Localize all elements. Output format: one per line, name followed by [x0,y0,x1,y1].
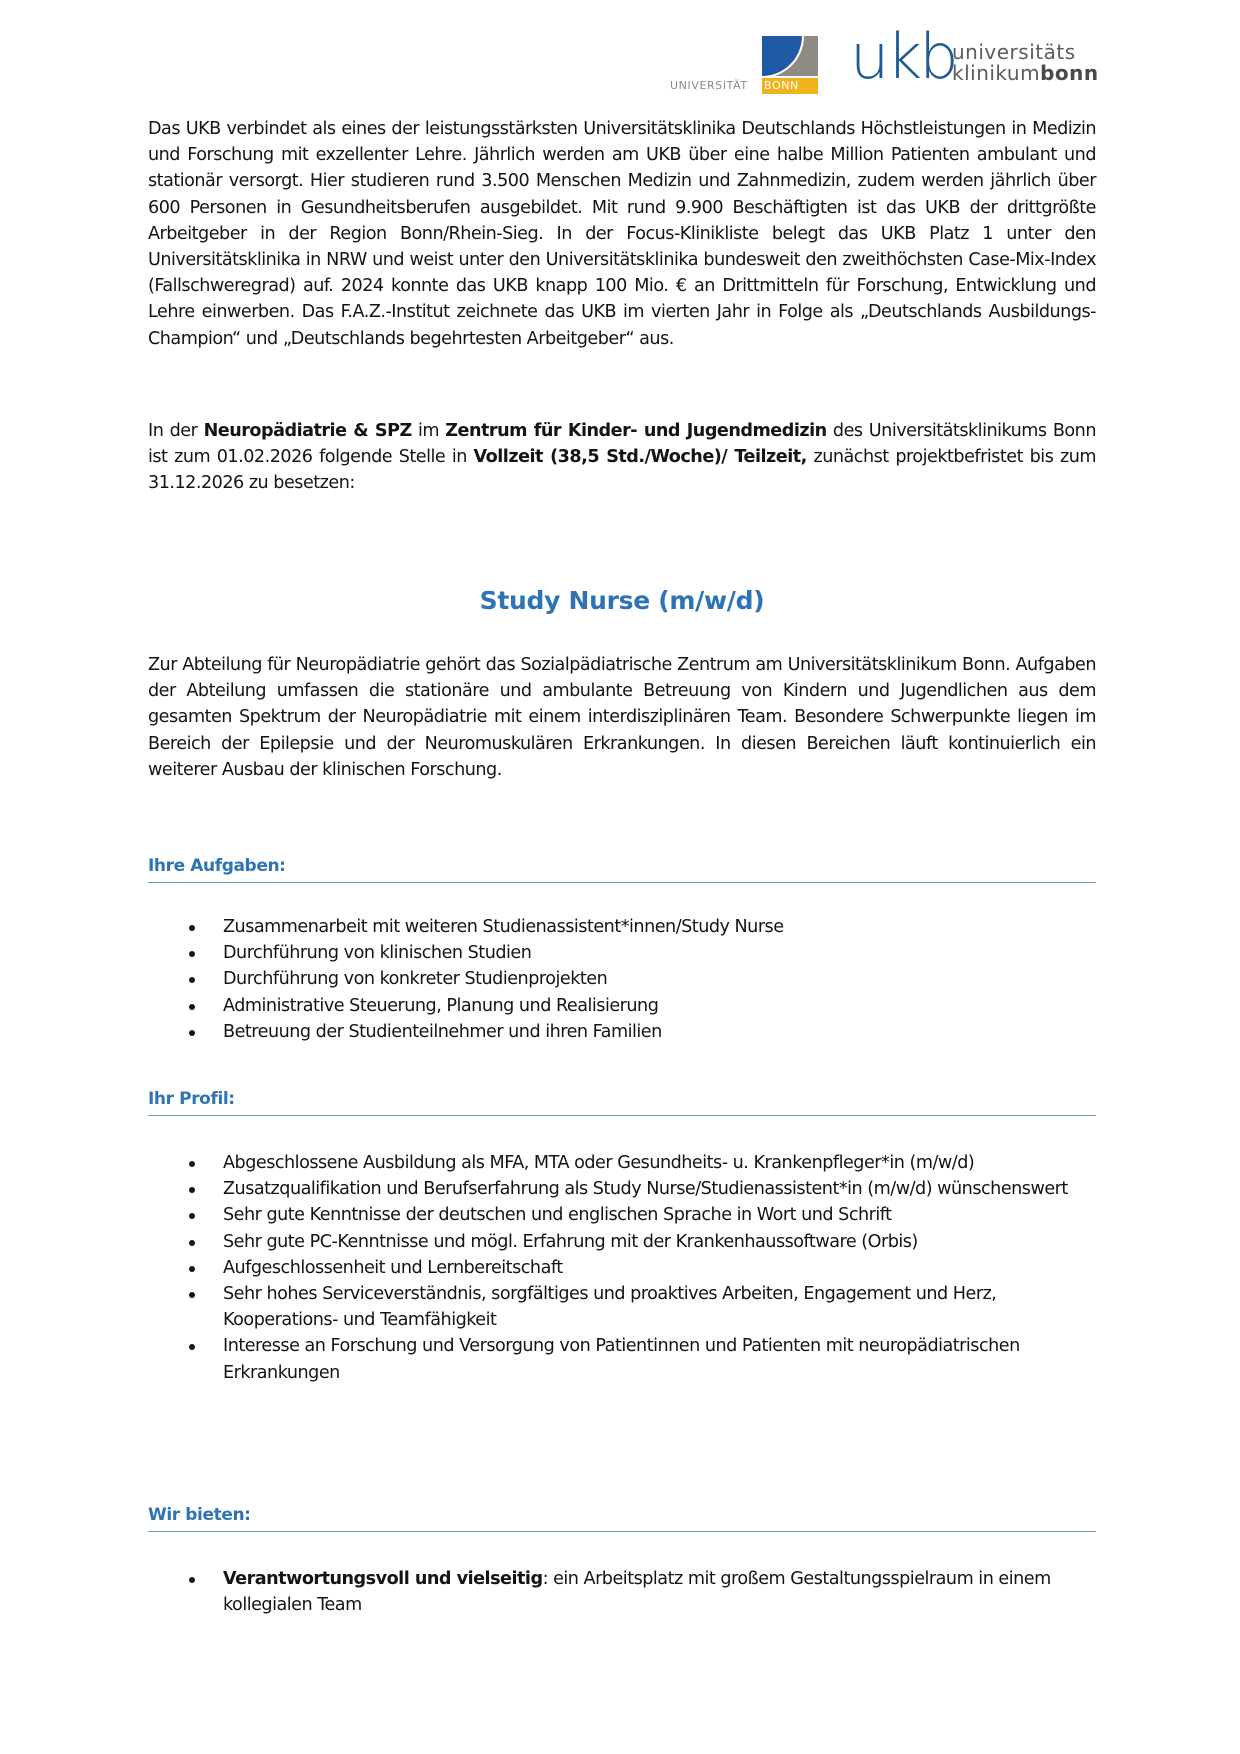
list-item [148,1150,1096,1176]
list-item-text: Sehr gute Kenntnisse der deutschen und englischen Sprache in Wort und Schrift [223,1205,892,1226]
list-item [148,1255,1096,1281]
position-text: im [411,421,446,441]
position-text: des Universitätsklinikums Bonn ist zum 01.02.2026 folgende Stelle in [148,421,1096,468]
bullet-icon [189,1292,195,1298]
bullet-icon [189,1266,195,1272]
list-item-text: : ein Arbeitsplatz mit großem Gestaltungsspielraum in einem kollegialen Team [223,1569,1051,1616]
bullet-icon [189,1161,195,1167]
ukb-logo-line1: universitäts [952,40,1076,64]
ukb-logo [850,20,1100,96]
list-item-text: Betreuung der Studienteilnehmer und ihren Familien [223,1021,662,1042]
position-text: zunächst projektbefristet bis zum 31.12.2026 zu besetzen: [148,447,1097,494]
offer-list [148,1566,1096,1618]
bullet-icon [189,1344,195,1350]
university-logo-bonn: BONN [762,78,818,94]
section-heading-offer: Wir bieten: [148,1505,1096,1532]
intro-paragraph: Das UKB verbindet als eines der leistungsstärksten Universitätsklinika Deutschlands Höchstleistungen in Medizin und Forschung mit exzellenter Lehre. Jährlich werden am UKB über eine halbe Million Patienten ambulant und stationär versorgt. Hier studieren rund 3.500 Menschen Medizin und Zahnmedizin, zudem werden jährlich über 600 Personen in Gesundheitsberufen ausgebildet. Mit rund 9.900 Beschäftigten ist das UKB der drittgrößte Arbeitgeber in der Region Bonn/Rhein-Sieg. In der Focus-Klinikliste belegt das UKB Platz 1 unter den Universitätsklinika in NRW und weist unter den Universitätsklinika bundesweit den zweithöchsten Case-Mix-Index (Fallschweregrad) auf. 2024 konnte das UKB knapp 100 Mio. € an Drittmitteln für Forschung, Entwicklung und Lehre einwerben. Das F.A.Z.-Institut zeichnete das UKB im vierten Jahr in Folge als „Deutschlands Ausbildungs-Champion“ und „Deutschlands begehrtesten Arbeitgeber“ aus. [148,119,1096,349]
list-item [148,966,1096,992]
job-title: Study Nurse (m/w/d) [479,586,765,615]
list-item [148,940,1096,966]
bullet-icon [189,1187,195,1193]
list-item [148,1566,1096,1618]
list-item-text: Zusatzqualifikation und Berufserfahrung als Study Nurse/Studienassistent*in (m/w/d) wünschenswert [223,1179,1068,1200]
profile-list [148,1150,1096,1386]
section-heading-profile: Ihr Profil: [148,1089,1096,1116]
bullet-icon [189,1030,195,1036]
list-item-text: Durchführung von klinischen Studien [223,943,532,964]
bullet-icon [189,1577,195,1583]
header-logos [670,20,1100,96]
bullet-icon [189,1240,195,1246]
list-item-text: Aufgeschlossenheit und Lernbereitschaft [223,1257,563,1278]
list-item [148,993,1096,1019]
list-item [148,1202,1096,1228]
list-item [148,1333,1096,1385]
bullet-icon [189,951,195,957]
list-item-text: Sehr hohes Serviceverständnis, sorgfältiges und proaktives Arbeiten, Engagement und Herz, Kooperations- und Teamfähigkeit [223,1284,997,1331]
ukb-mark-icon: ukb [850,20,956,93]
ukb-logo-line2 [952,63,1099,84]
list-item [148,1176,1096,1202]
ukb-logo-line2-bold: bonn [1040,61,1099,85]
list-item-text: Interesse an Forschung und Versorgung von Patientinnen und Patienten mit neuropädiatrischen Erkrankungen [223,1336,1020,1383]
employment-type: Vollzeit (38,5 Std./Woche)/ Teilzeit, [473,447,807,468]
section-heading-tasks: Ihre Aufgaben: [148,856,1096,883]
bullet-icon [189,977,195,983]
list-item-text: Administrative Steuerung, Planung und Realisierung [223,995,659,1016]
bullet-icon [189,1213,195,1219]
center-name: Zentrum für Kinder- und Jugendmedizin [445,421,827,441]
bullet-icon [189,1004,195,1010]
list-item-text: Abgeschlossene Ausbildung als MFA, MTA oder Gesundheits- u. Krankenpfleger*in (m/w/d) [223,1153,975,1173]
list-item [148,1229,1096,1255]
ukb-logo-line2-regular: klinikum [952,61,1041,85]
list-item-text: Zusammenarbeit mit weiteren Studienassistent*innen/Study Nurse [223,917,784,937]
department-description: Zur Abteilung für Neuropädiatrie gehört das Sozialpädiatrische Zentrum am Universitätsklinikum Bonn. Aufgaben der Abteilung umfassen die stationäre und ambulante Betreuung von Kindern und Jugendlichen aus dem gesamten Spektrum der Neuropädiatrie mit einem interdisziplinären Team. Besondere Schwerpunkte liegen im Bereich der Epilepsie und der Neuromuskulären Erkrankungen. In diesen Bereichen läuft kontinuierlich ein weiterer Ausbau der klinischen Forschung. [148,655,1096,780]
universitaet-bonn-logo [670,36,820,96]
position-text: In der [148,421,204,441]
list-item [148,1019,1096,1045]
list-item-text: Sehr gute PC-Kenntnisse und mögl. Erfahrung mit der Krankenhaussoftware (Orbis) [223,1231,918,1252]
bullet-icon [189,925,195,931]
list-item [148,1281,1096,1333]
list-item [148,914,1096,940]
list-item-bold: Verantwortungsvoll und vielseitig [223,1569,543,1589]
ukb-logo-wordmark [952,42,1099,84]
list-item-text: Durchführung von konkreter Studienprojekten [223,969,608,990]
university-logo-text: UNIVERSITÄT [670,79,748,92]
position-paragraph [148,418,1096,497]
department-name: Neuropädiatrie & SPZ [203,421,412,441]
tasks-list [148,914,1096,1045]
university-emblem-icon [762,36,818,76]
